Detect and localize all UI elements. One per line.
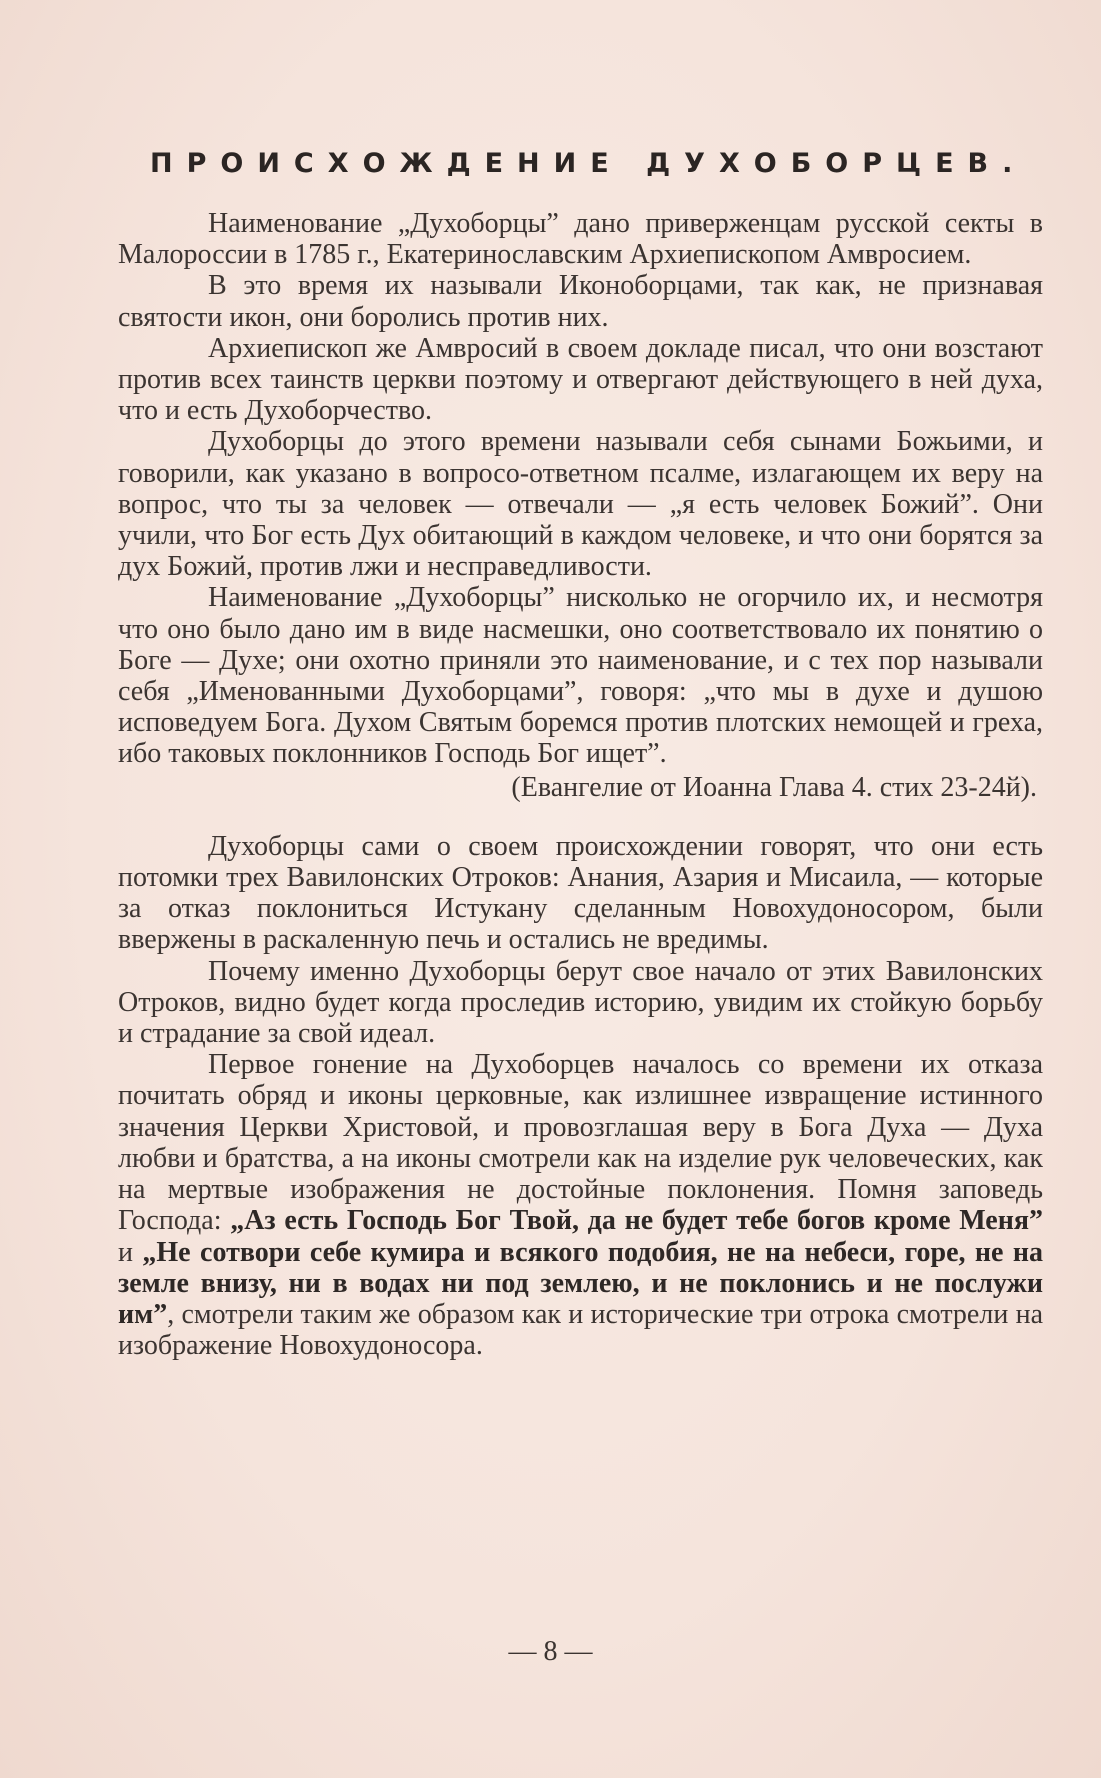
paragraph-7: Почему именно Духоборцы берут свое начало от этих Вавилонских Отроков, видно будет когда проследив историю, увидим их стойкую борьбу и страдание за свой идеал. bbox=[118, 955, 1043, 1050]
body-text bbox=[118, 208, 1043, 1361]
paragraph-5: Наименование „Духоборцы” нисколько не огорчило их, и несмотря что оно было дано им в виде насмешки, оно соответствовало их понятию о Боге — Духе; они охотно приняли это наименование, и с тех пор называли себя „Именованными Духоборцами”, говоря: „что мы в духе и душою исповедуем Бога. Духом Святым боремся против плотских немощей и греха, ибо таковых поклонников Господь Бог ищет”. bbox=[118, 582, 1043, 770]
page-title: ПРОИСХОЖДЕНИЕ ДУХОБОРЦЕВ. bbox=[150, 148, 1027, 179]
paragraph-3: Архиепископ же Амвросий в своем докладе писал, что они возстают против всех таинств церкви поэтому и отвергают действующего в ней духа, что и есть Духоборчество. bbox=[118, 332, 1043, 427]
paragraph-8 bbox=[118, 1049, 1043, 1361]
paragraph-4: Духоборцы до этого времени называли себя сынами Божьими, и говорили, как указано в вопросо-ответном псалме, излагающем их веру на вопрос, что ты за человек — отвечали — „я есть человек Божий”. Они учили, что Бог есть Дух обитающий в каждом человеке, и что они борятся за дух Божий, против лжи и несправедливости. bbox=[118, 426, 1043, 583]
commandment-quote-1: „Аз есть Господь Бог Твой, да не будет тебе богов кроме Меня” bbox=[230, 1205, 1043, 1237]
commandment-quote-2: „Не сотвори себе кумира и всякого подобия, не на небеси, горе, не на земле внизу, ни в водах ни под землею, и не поклонись и не послужи им” bbox=[118, 1236, 1044, 1330]
page-number: — 8 — bbox=[508, 1636, 593, 1667]
paragraph-8-text-b: , смотрели таким же образом как и исторические три отрока смотрели на изображение Новохудоносора. bbox=[118, 1298, 1043, 1362]
scripture-reference: (Евангелие от Иоанна Глава 4. стих 23-24й). bbox=[511, 771, 1037, 803]
paragraph-8-connector: и bbox=[118, 1236, 143, 1268]
paragraph-8-text-a: Первое гонение на Духоборцев началось со времени их отказа почитать обряд и иконы церковные, как излишнее извращение истинного значения Церкви Христовой, и провозглашая веру в Бога Духа — Духа любви и братства, а на иконы смотрели как на изделие рук человеческих, как на мертвые изображения не достойные поклонения. Помня заповедь Господа: bbox=[118, 1049, 1043, 1237]
paragraph-1: Наименование „Духоборцы” дано приверженцам русской секты в Малороссии в 1785 г., Екатеринославским Архиепископом Амвросием. bbox=[118, 208, 1043, 271]
paragraph-6: Духоборцы сами о своем происхождении говорят, что они есть потомки трех Вавилонских Отроков: Анания, Азария и Мисаила, — которые за отказ поклониться Истукану сделанным Новохудоносором, были ввержены в раскаленную печь и остались не вредимы. bbox=[118, 830, 1043, 956]
paragraph-2: В это время их называли Иконоборцами, так как, не признавая святости икон, они боролись против них. bbox=[118, 270, 1043, 333]
